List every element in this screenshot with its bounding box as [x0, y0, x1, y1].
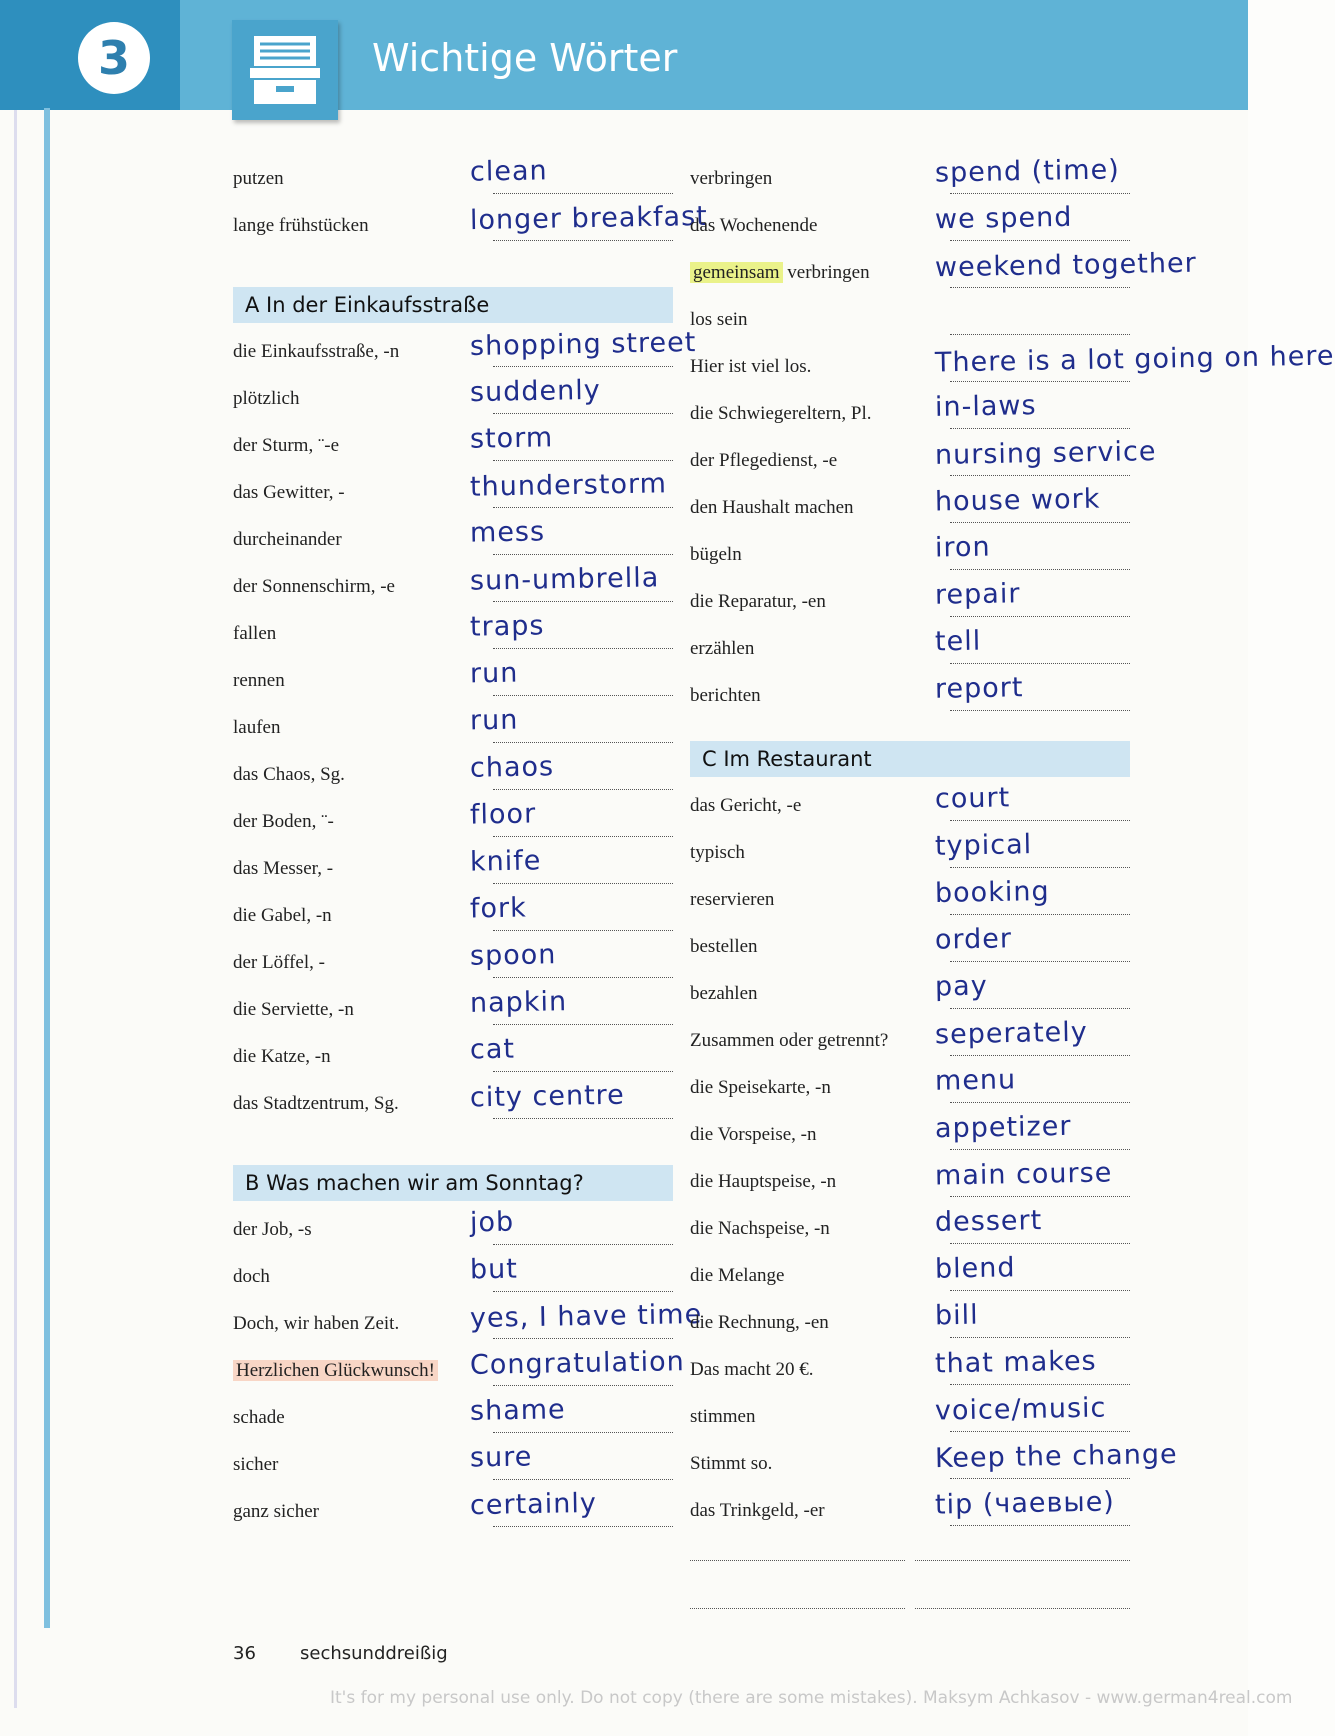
handwritten-translation: Congratulation [469, 1346, 685, 1381]
section-heading: A In der Einkaufsstraße [233, 287, 673, 323]
german-term [690, 544, 742, 566]
empty-answer-line [915, 1608, 1130, 1609]
vocab-row [0, 1110, 1248, 1156]
page-number-word: sechsunddreißig [300, 1643, 448, 1664]
handwritten-translation: fork [469, 892, 528, 925]
german-term-text: die Rechnung, -en [690, 1312, 829, 1333]
vocab-row [0, 1392, 1248, 1438]
vocab-row [0, 1157, 1248, 1203]
vocab-row [0, 201, 1248, 247]
handwritten-translation: bill [934, 1299, 979, 1332]
vocab-row [0, 1016, 1248, 1062]
german-term-rest: verbringen [782, 262, 870, 283]
german-term [690, 497, 854, 519]
answer-line [950, 522, 1130, 523]
german-term-text: plötzlich [233, 388, 300, 409]
german-term-text: schade [233, 1407, 285, 1428]
german-term [690, 936, 758, 958]
german-term [690, 1171, 836, 1193]
answer-line [950, 475, 1130, 476]
vocab-row [0, 247, 1248, 294]
handwritten-translation: we spend [934, 201, 1073, 236]
answer-line [950, 710, 1130, 711]
handwritten-translation: tell [934, 625, 982, 658]
handwritten-translation: booking [934, 876, 1050, 909]
vocab-row [0, 923, 1248, 968]
handwritten-translation: typical [934, 829, 1033, 862]
handwritten-translation: shopping street [469, 327, 697, 362]
page-number: 36 [233, 1643, 256, 1664]
answer-line [950, 1337, 1130, 1338]
handwritten-translation: Keep the change [934, 1438, 1178, 1475]
answer-line [950, 867, 1130, 868]
answer-line [950, 1243, 1130, 1244]
vocab-row [0, 782, 1248, 827]
handwritten-translation: sure [469, 1441, 533, 1474]
empty-answer-line [915, 1560, 1130, 1561]
vocab-row [0, 1438, 1248, 1485]
german-term [690, 889, 774, 911]
answer-line [493, 742, 673, 743]
handwritten-translation: mess [469, 516, 546, 549]
handwritten-translation: spend (time) [934, 154, 1120, 189]
german-term-text: das Gewitter, - [233, 482, 345, 503]
german-term-text: typisch [690, 842, 745, 863]
german-term-text: die Katze, -n [233, 1046, 331, 1067]
answer-line [950, 1525, 1130, 1526]
german-term [690, 1359, 813, 1381]
german-term-text: Stimmt so. [690, 1453, 773, 1474]
vocab-row [0, 1064, 1248, 1109]
answer-line [950, 1478, 1130, 1479]
german-term-text: die Schwiegereltern, Pl. [690, 403, 872, 424]
handwritten-translation: main course [934, 1157, 1113, 1192]
german-term-text: der Sturm, ¨-e [233, 435, 340, 456]
vocab-row [0, 1345, 1248, 1391]
answer-line [950, 287, 1130, 288]
german-term-text: Herzlichen Glückwunsch! [233, 1360, 438, 1381]
handwritten-translation: suddenly [469, 374, 601, 409]
handwritten-translation: seperately [934, 1016, 1089, 1051]
handwritten-translation: run [469, 704, 519, 737]
handwritten-translation: report [934, 672, 1024, 705]
handwritten-translation: city centre [469, 1079, 626, 1114]
german-term-text: los sein [690, 309, 748, 330]
german-term-text: erzählen [690, 638, 755, 659]
german-term-text: das Stadtzentrum, Sg. [233, 1093, 399, 1114]
vocab-row [0, 876, 1248, 921]
vocab-row [0, 829, 1248, 874]
german-term-text: der Pflegedienst, -e [690, 450, 838, 471]
german-term-text: lange frühstücken [233, 215, 369, 236]
answer-line [950, 1149, 1130, 1150]
german-term-text: die Vorspeise, -n [690, 1124, 817, 1145]
answer-line [950, 961, 1130, 962]
german-term-text: laufen [233, 717, 281, 738]
german-term [690, 1124, 816, 1146]
german-term-text: doch [233, 1266, 270, 1287]
handwritten-translation: voice/music [934, 1392, 1107, 1427]
german-term-text: der Job, -s [233, 1219, 312, 1240]
german-term-text: der Boden, ¨- [233, 811, 334, 832]
german-term-text: bügeln [690, 544, 742, 565]
handwritten-translation: job [469, 1206, 515, 1239]
handwritten-translation: certainly [469, 1487, 598, 1522]
handwritten-translation: sun-umbrella [469, 562, 660, 597]
german-term-text: die Speisekarte, -n [690, 1077, 831, 1098]
handwritten-translation: longer breakfast [469, 200, 708, 237]
answer-line [950, 616, 1130, 617]
archive-box-icon [232, 20, 338, 120]
answer-line [950, 428, 1130, 429]
vocab-row [0, 1299, 1248, 1344]
german-term-text: die Reparatur, -en [690, 591, 826, 612]
chapter-number: 3 [78, 22, 150, 94]
german-term [690, 685, 761, 707]
vocab-row [0, 970, 1248, 1015]
section-heading: C Im Restaurant [690, 741, 1130, 777]
vocab-row [0, 1486, 1248, 1532]
answer-line [950, 569, 1130, 570]
answer-line [950, 381, 1130, 382]
handwritten-translation: floor [469, 798, 537, 831]
german-term-text: rennen [233, 670, 285, 691]
answer-line [950, 1008, 1130, 1009]
handwritten-translation: traps [469, 610, 545, 643]
handwritten-translation: but [469, 1253, 519, 1286]
german-term-text: die Hauptspeise, -n [690, 1171, 837, 1192]
german-term-text: Zusammen oder getrennt? [690, 1030, 889, 1051]
handwritten-translation: blend [934, 1252, 1016, 1285]
german-term-text: bezahlen [690, 983, 758, 1004]
handwritten-translation: nursing service [934, 436, 1157, 471]
german-term-text: Doch, wir haben Zeit. [233, 1313, 400, 1334]
vocab-row [0, 1252, 1248, 1297]
german-term-text: der Löffel, - [233, 952, 325, 973]
answer-line [950, 1102, 1130, 1103]
handwritten-translation: napkin [469, 986, 568, 1019]
german-term-text: stimmen [690, 1406, 756, 1427]
german-term-text: die Melange [690, 1265, 785, 1286]
handwritten-translation: court [934, 782, 1011, 815]
german-term [690, 215, 817, 237]
vocab-row [0, 154, 1248, 200]
handwritten-translation: shame [469, 1394, 566, 1427]
german-term-text: berichten [690, 685, 761, 706]
empty-answer-line [690, 1560, 905, 1561]
handwritten-translation: tip (чаевые) [934, 1486, 1116, 1521]
answer-line [950, 663, 1130, 664]
handwritten-translation: There is a lot going on here [934, 340, 1335, 379]
german-term [690, 591, 826, 613]
watermark: It's for my personal use only. Do not copy (there are some mistakes). Maksym Achkasov - www.german4real.com [330, 1688, 1293, 1708]
german-term-text: reservieren [690, 889, 775, 910]
german-term-text: das Trinkgeld, -er [690, 1500, 825, 1521]
german-term [690, 1500, 825, 1522]
vocab-row [0, 301, 1248, 341]
handwritten-translation: thunderstorm [469, 468, 668, 503]
german-term-text: die Serviette, -n [233, 999, 354, 1020]
german-term [690, 1077, 831, 1099]
german-term-text: die Einkaufsstraße, -n [233, 341, 400, 362]
handwritten-translation: chaos [469, 751, 555, 784]
handwritten-translation: that makes [934, 1345, 1097, 1380]
handwritten-translation: clean [469, 155, 548, 188]
answer-line [950, 240, 1130, 241]
answer-line [950, 334, 1130, 335]
german-term-text: Hier ist viel los. [690, 356, 812, 377]
german-term-text: bestellen [690, 936, 758, 957]
german-term [690, 1030, 888, 1052]
handwritten-translation: menu [934, 1064, 1017, 1097]
handwritten-translation: repair [934, 578, 1021, 611]
handwritten-translation: knife [469, 845, 542, 878]
german-term [690, 1453, 772, 1475]
handwritten-translation: house work [934, 483, 1101, 518]
german-term [690, 168, 772, 190]
german-term [690, 262, 870, 284]
german-term-text: verbringen [690, 168, 773, 189]
german-term [690, 842, 745, 864]
handwritten-translation: spoon [469, 939, 557, 972]
german-term [233, 764, 345, 786]
handwritten-translation: dessert [934, 1205, 1043, 1238]
handwritten-translation: appetizer [934, 1110, 1072, 1145]
german-term [690, 983, 758, 1005]
german-term [690, 1312, 829, 1334]
german-term-text: das Chaos, Sg. [233, 764, 345, 785]
german-term [690, 356, 811, 378]
handwritten-translation: pay [934, 970, 988, 1003]
answer-line [950, 914, 1130, 915]
german-term [690, 1265, 784, 1287]
german-term-text: den Haushalt machen [690, 497, 854, 518]
handwritten-translation: run [469, 657, 519, 690]
answer-line [950, 1384, 1130, 1385]
page-title: Wichtige Wörter [372, 36, 678, 80]
german-term-text: der Sonnenschirm, -e [233, 576, 395, 597]
vocab-row [0, 1205, 1248, 1250]
german-term-text: fallen [233, 623, 277, 644]
handwritten-translation: cat [469, 1033, 516, 1066]
answer-line [950, 820, 1130, 821]
german-term-text: die Nachspeise, -n [690, 1218, 830, 1239]
german-term [690, 638, 754, 660]
german-term [690, 795, 801, 817]
chapter-header [0, 0, 1248, 110]
german-term-text: putzen [233, 168, 284, 189]
answer-line [950, 1290, 1130, 1291]
german-term [690, 1406, 755, 1428]
empty-answer-line [690, 1608, 905, 1609]
answer-line [950, 1055, 1130, 1056]
german-term [690, 403, 872, 425]
section-heading: B Was machen wir am Sonntag? [233, 1165, 673, 1201]
german-term-text: das Gericht, -e [690, 795, 802, 816]
german-term [690, 309, 748, 331]
german-term-text: Das macht 20 €. [690, 1359, 814, 1380]
german-term-text: das Messer, - [233, 858, 334, 879]
handwritten-translation: order [934, 923, 1013, 956]
handwritten-translation: weekend together [934, 247, 1197, 284]
german-term [233, 717, 280, 739]
handwritten-translation: iron [934, 531, 991, 564]
answer-line [950, 1431, 1130, 1432]
german-term-text: ganz sicher [233, 1501, 319, 1522]
german-term [690, 450, 837, 472]
handwritten-translation: storm [469, 422, 554, 455]
handwritten-translation: in-laws [934, 390, 1037, 423]
answer-line [950, 193, 1130, 194]
german-term-text: sicher [233, 1454, 279, 1475]
german-term [690, 1218, 830, 1240]
german-term-text: durcheinander [233, 529, 342, 550]
german-term-text: das Wochenende [690, 215, 818, 236]
german-term-text: die Gabel, -n [233, 905, 332, 926]
highlight-marker: gemeinsam [690, 262, 783, 283]
handwritten-translation: yes, I have time [469, 1298, 703, 1335]
answer-line [950, 1196, 1130, 1197]
